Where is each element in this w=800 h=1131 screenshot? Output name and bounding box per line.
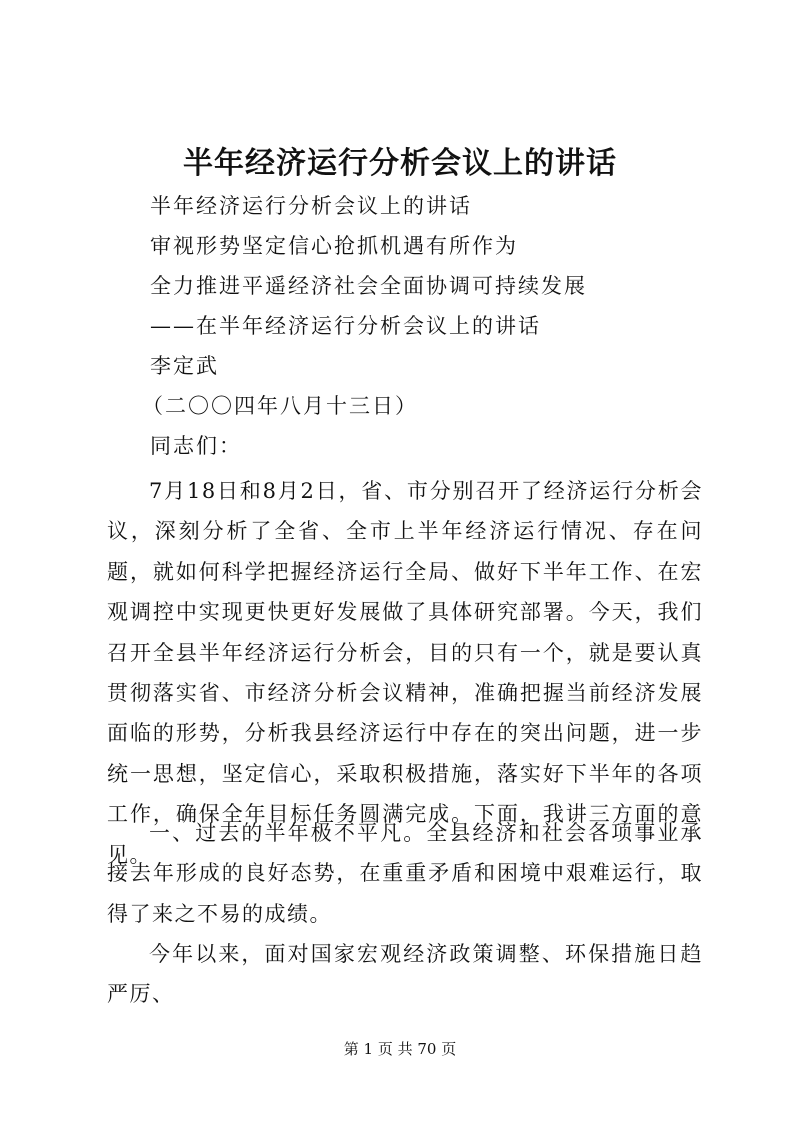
document-title: 半年经济运行分析会议上的讲话 — [183, 146, 617, 181]
speech-date: （二〇〇四年八月十三日） — [142, 394, 418, 418]
author-name: 李定武 — [150, 354, 219, 378]
body-paragraph: 今年以来，面对国家宏观经济政策调整、环保措施日趋严厉、 — [107, 942, 703, 1007]
header-line-slogan-1: 审视形势坚定信心抢抓机遇有所作为 — [150, 234, 518, 258]
header-line-slogan-2: 全力推进平遥经济社会全面协调可持续发展 — [150, 274, 587, 298]
body-paragraph: 一、过去的半年极不平凡。全县经济和社会各项事业承接去年形成的良好态势，在重重矛盾和困境中艰难运行，取得了来之不易的成绩。 — [107, 821, 703, 926]
salutation: 同志们： — [150, 434, 242, 458]
page-footer: 第 1 页 共 70 页 — [343, 1040, 457, 1058]
header-line-subtitle: 半年经济运行分析会议上的讲话 — [150, 194, 472, 218]
body-paragraph: 7月18日和8月2日，省、市分别召开了经济运行分析会议，深刻分析了全省、全市上半年经济运行情况、存在问题，就如何科学把握经济运行全局、做好下半年工作、在宏观调控中实现更快更好发展做了具体研究部署。今天，我们召开全县半年经济运行分析会，目的只有一个，就是要认真贯彻落实省、市经济分析会议精神，准确把握当前经济发展面临的形势，分析我县经济运行中存在的突出问题，进一步统一思想，坚定信心，采取积极措施，落实好下半年的各项工作，确保全年目标任务圆满完成。下面，我讲三方面的意见。 — [107, 479, 703, 867]
header-line-occasion: ——在半年经济运行分析会议上的讲话 — [150, 314, 541, 338]
